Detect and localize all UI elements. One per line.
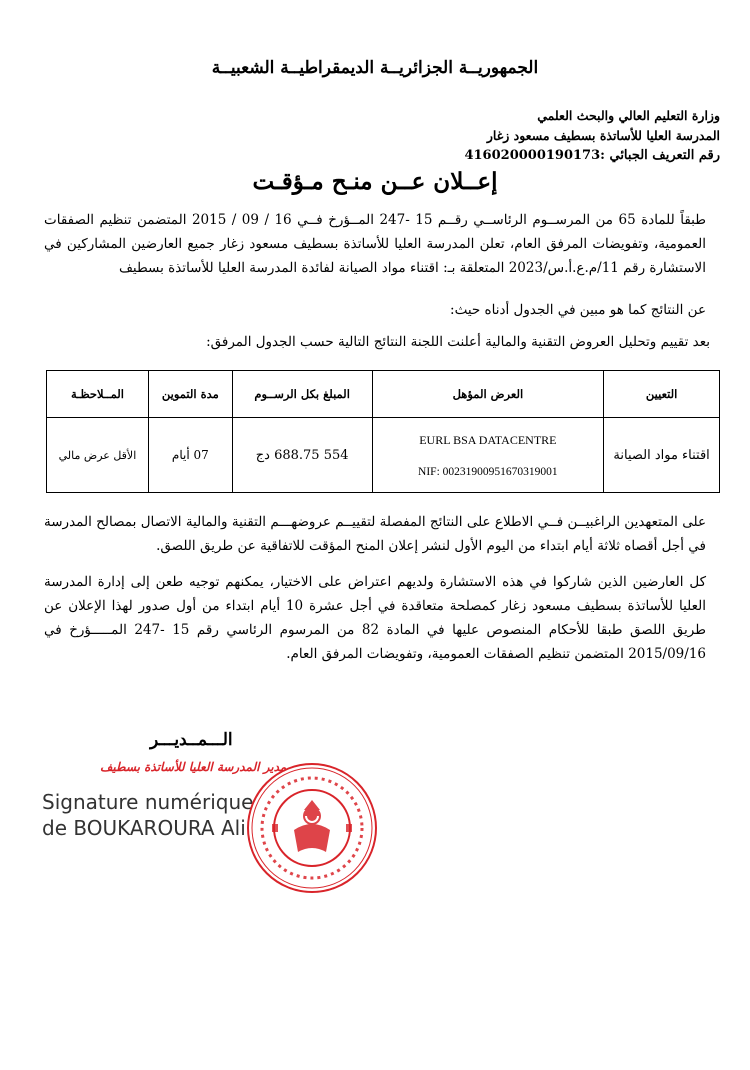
results-table	[46, 370, 720, 493]
paragraph-results-note: عن النتائج كما هو مبين في الجدول أدناه حيث:	[450, 302, 706, 318]
digital-signature-line-2: de BOUKAROURA Ali	[42, 816, 246, 840]
document-title: إعــلان عــن منـح مـؤقـت	[252, 168, 498, 195]
director-label: الـــمــديـــر	[150, 730, 233, 750]
offer-nif: NIF: 00231900951670319001	[418, 465, 558, 478]
paragraph-consultation: على المتعهدين الراغبيــن فــي الاطلاع على النتائج المفصلة لتقييــم عروضهـــم التقنية والمالية الاتصال بمصالح المدرسة في أجل أقصاه ثلاثة أيام ابتداء من اليوم الأول لنشر إعلان المنح المؤقت للاتفاقية عن طريق اللصق.	[44, 514, 706, 554]
paragraph-evaluation: بعد تقييم وتحليل العروض التقنية والمالية أعلنت اللجنة النتائج التالية حسب الجدول المرفق:	[206, 334, 710, 350]
cell-amount: 554 688.75 دج	[232, 418, 372, 493]
paragraph-intro: طبقاً للمادة 65 من المرســوم الرئاســي رقــم 15 -247 المــؤرخ فــي 16 / 09 / 2015 المتضمن تنظيم الصفقات العمومية، وتفويضات المرفق العام، تعلن المدرسة العليا للأساتذة بسطيف مسعود زغار جميع العارضين المشاركين في الاستشارة رقم 11/م.ع.أ.س/2023 المتعلقة بـ: اقتناء مواد الصيانة لفائدة المدرسة العليا للأساتذة بسطيف	[44, 212, 706, 276]
offer-name: EURL BSA DATACENTRE	[419, 432, 557, 447]
official-seal-icon	[244, 760, 380, 896]
header-designation: التعيين	[604, 371, 720, 418]
table-row	[47, 418, 720, 493]
paragraph-appeal: كل العارضين الذين شاركوا في هذه الاستشارة ولديهم اعتراض على الاختيار، يمكنهم توجيه طعن إلى إدارة المدرسة العليا للأساتذة بسطيف مسعود زغار كمصلحة متعاقدة في أجل عشرة 10 أيام ابتداء من أول صدور لهذا الإعلان عن طريق اللصق طبقا للأحكام المنصوص عليها في المادة 82 من المرسوم الرئاسي رقم 15 -247 المـــــؤرخ في 2015/09/16 المتضمن تنظيم الصفقات العمومية، وتفويضات المرفق العام.	[44, 574, 706, 662]
school-line: المدرسة العليا للأساتذة بسطيف مسعود زغار	[486, 128, 720, 143]
ministry-line: وزارة التعليم العالي والبحث العلمي	[537, 108, 720, 123]
cell-designation: اقتناء مواد الصيانة	[604, 418, 720, 493]
header-offer: العرض المؤهل	[372, 371, 604, 418]
header-duration: مدة التموين	[148, 371, 232, 418]
stamp-caption: مدير المدرسة العليا للأساتذة بسطيف	[100, 760, 287, 774]
cell-duration: 07 أيام	[148, 418, 232, 493]
republic-heading: الجمهوريــة الجزائريــة الديمقراطيــة الشعبيــة	[211, 58, 539, 78]
digital-signature-line-1: Signature numérique	[42, 790, 254, 814]
header-amount: المبلغ بكل الرســوم	[232, 371, 372, 418]
header-note: المــلاحظـة	[47, 371, 149, 418]
tax-id-line: رقم التعريف الجبائي :416020000190173	[464, 148, 720, 163]
cell-note: الأقل عرض مالي	[47, 418, 149, 493]
table-header-row	[47, 371, 720, 418]
cell-offer	[372, 418, 604, 493]
